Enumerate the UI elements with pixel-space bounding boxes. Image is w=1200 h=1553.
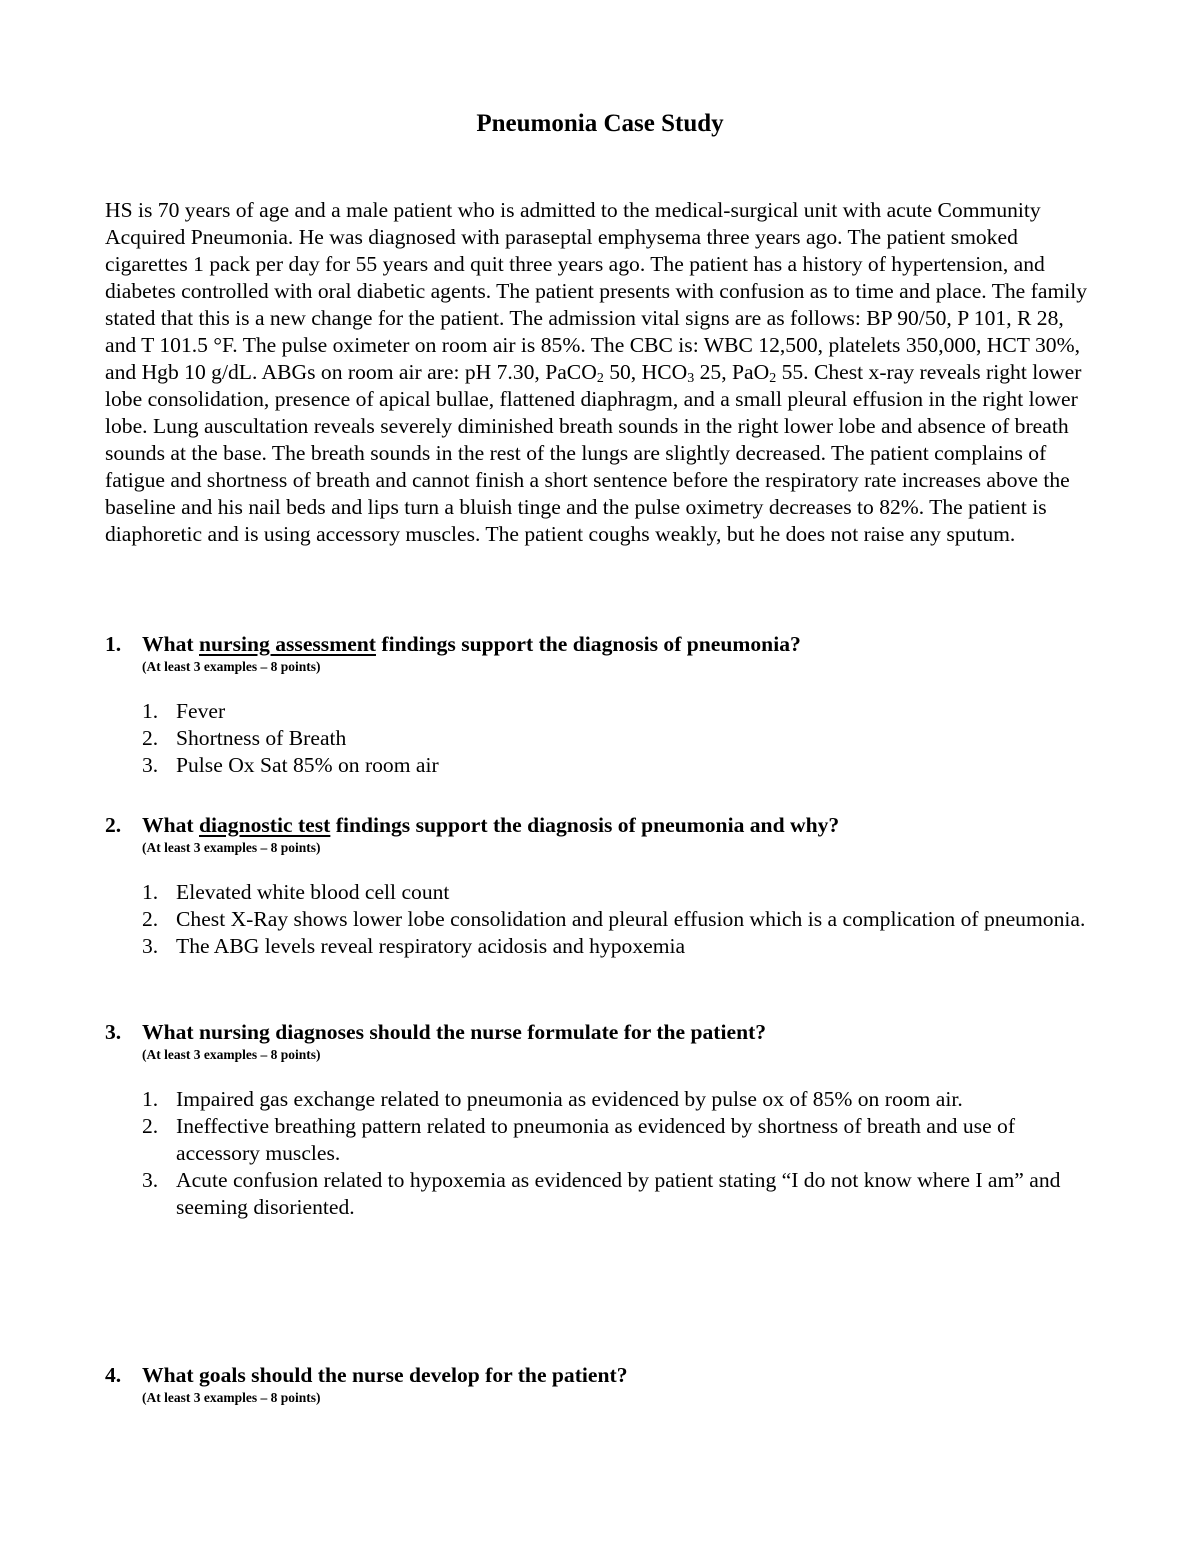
question-text bbox=[142, 630, 1105, 658]
answer-text: Elevated white blood cell count bbox=[176, 880, 450, 904]
question-text: What nursing diagnoses should the nurse formulate for the patient? bbox=[142, 1020, 767, 1044]
question-text bbox=[142, 811, 1105, 839]
question-points-note: (At least 3 examples – 8 points) bbox=[142, 1047, 321, 1062]
question-heading bbox=[105, 630, 1105, 658]
answer-item bbox=[105, 698, 1105, 725]
question-3 bbox=[105, 1018, 1105, 1221]
question-text-post: findings support the diagnosis of pneumonia? bbox=[375, 632, 801, 656]
answer-text: Acute confusion related to hypoxemia as evidenced by patient stating “I do not know where I am” and seeming disoriented. bbox=[176, 1168, 1061, 1219]
question-number: 1. bbox=[105, 632, 122, 656]
question-text-underlined: nursing assessment bbox=[199, 632, 376, 656]
question-text-post: findings support the diagnosis of pneumonia and why? bbox=[330, 813, 840, 837]
answer-item bbox=[105, 1167, 1105, 1221]
case-text-part-4: 55. Chest x-ray reveals right lower lobe consolidation, presence of apical bullae, flattened diaphragm, and a small pleural effusion in the right lower lobe. Lung auscultation reveals severely diminished breath sounds in the right lower lobe and absence of breath sounds at the base. The breath sounds in the rest of the lungs are slightly decreased. The patient complains of fatigue and shortness of breath and cannot finish a short sentence before the respiratory rate increases above the baseline and his nail beds and lips turn a bluish tinge and the pulse oximetry decreases to 82%. The patient is diaphoretic and is using accessory muscles. The patient coughs weakly, but he does not raise any sputum. bbox=[105, 360, 1082, 546]
answer-text: Shortness of Breath bbox=[176, 726, 347, 750]
subscript-3: 3 bbox=[687, 371, 695, 386]
question-points-note: (At least 3 examples – 8 points) bbox=[142, 659, 321, 674]
answer-item bbox=[105, 1086, 1105, 1113]
question-points-note: (At least 3 examples – 8 points) bbox=[142, 1390, 321, 1405]
answer-list bbox=[105, 879, 1105, 960]
question-4 bbox=[105, 1361, 1105, 1407]
answer-number: 1. bbox=[142, 699, 159, 723]
question-text-pre: What bbox=[142, 813, 199, 837]
question-text-underlined: diagnostic test bbox=[199, 813, 331, 837]
question-number: 2. bbox=[105, 813, 122, 837]
question-number: 4. bbox=[105, 1363, 122, 1387]
case-description bbox=[105, 197, 1100, 548]
answer-number: 1. bbox=[142, 1087, 159, 1111]
answer-number: 1. bbox=[142, 880, 159, 904]
answer-list bbox=[105, 1086, 1105, 1221]
answer-text: The ABG levels reveal respiratory acidosis and hypoxemia bbox=[176, 934, 686, 958]
answer-number: 3. bbox=[142, 934, 159, 958]
answer-item bbox=[105, 1113, 1105, 1167]
answer-text: Fever bbox=[176, 699, 226, 723]
answer-item bbox=[105, 933, 1105, 960]
question-heading bbox=[105, 1018, 1105, 1046]
answer-text: Pulse Ox Sat 85% on room air bbox=[176, 753, 439, 777]
answer-item bbox=[105, 752, 1105, 779]
question-number: 3. bbox=[105, 1020, 122, 1044]
question-text: What goals should the nurse develop for the patient? bbox=[142, 1363, 628, 1387]
answer-number: 3. bbox=[142, 753, 159, 777]
answer-item bbox=[105, 906, 1105, 933]
subscript-2: 2 bbox=[596, 371, 604, 386]
question-points-note: (At least 3 examples – 8 points) bbox=[142, 840, 321, 855]
case-text-part-3: 25, PaO bbox=[694, 360, 770, 384]
answer-item bbox=[105, 725, 1105, 752]
question-heading bbox=[105, 811, 1105, 839]
answer-list bbox=[105, 698, 1105, 779]
answer-text: Impaired gas exchange related to pneumonia as evidenced by pulse ox of 85% on room air. bbox=[176, 1087, 963, 1111]
subscript-2b: 2 bbox=[769, 371, 777, 386]
question-text-pre: What bbox=[142, 632, 199, 656]
case-text-part-2: 50, HCO bbox=[603, 360, 688, 384]
case-text-part-1: HS is 70 years of age and a male patient who is admitted to the medical-surgical unit with acute Community Acquired Pneumonia. He was diagnosed with paraseptal emphysema three years ago. The patient smoked cigarettes 1 pack per day for 55 years and quit three years ago. The patient has a history of hypertension, and diabetes controlled with oral diabetic agents. The patient presents with confusion as to time and place. The family stated that this is a new change for the patient. The admission vital signs are as follows: BP 90/50, P 101, R 28, and T 101.5 °F. The pulse oximeter on room air is 85%. The CBC is: WBC 12,500, platelets 350,000, HCT 30%, and Hgb 10 g/dL. ABGs on room air are: pH 7.30, PaCO bbox=[105, 198, 1088, 384]
answer-number: 2. bbox=[142, 726, 159, 750]
document-title: Pneumonia Case Study bbox=[476, 110, 724, 137]
answer-item bbox=[105, 879, 1105, 906]
answer-number: 2. bbox=[142, 907, 159, 931]
answer-text: Chest X-Ray shows lower lobe consolidation and pleural effusion which is a complication of pneumonia. bbox=[176, 907, 1086, 931]
question-2 bbox=[105, 811, 1105, 960]
question-1 bbox=[105, 630, 1105, 779]
answer-number: 2. bbox=[142, 1114, 159, 1138]
question-heading bbox=[105, 1361, 1105, 1389]
answer-text: Ineffective breathing pattern related to pneumonia as evidenced by shortness of breath and use of accessory muscles. bbox=[176, 1114, 1016, 1165]
answer-number: 3. bbox=[142, 1168, 159, 1192]
